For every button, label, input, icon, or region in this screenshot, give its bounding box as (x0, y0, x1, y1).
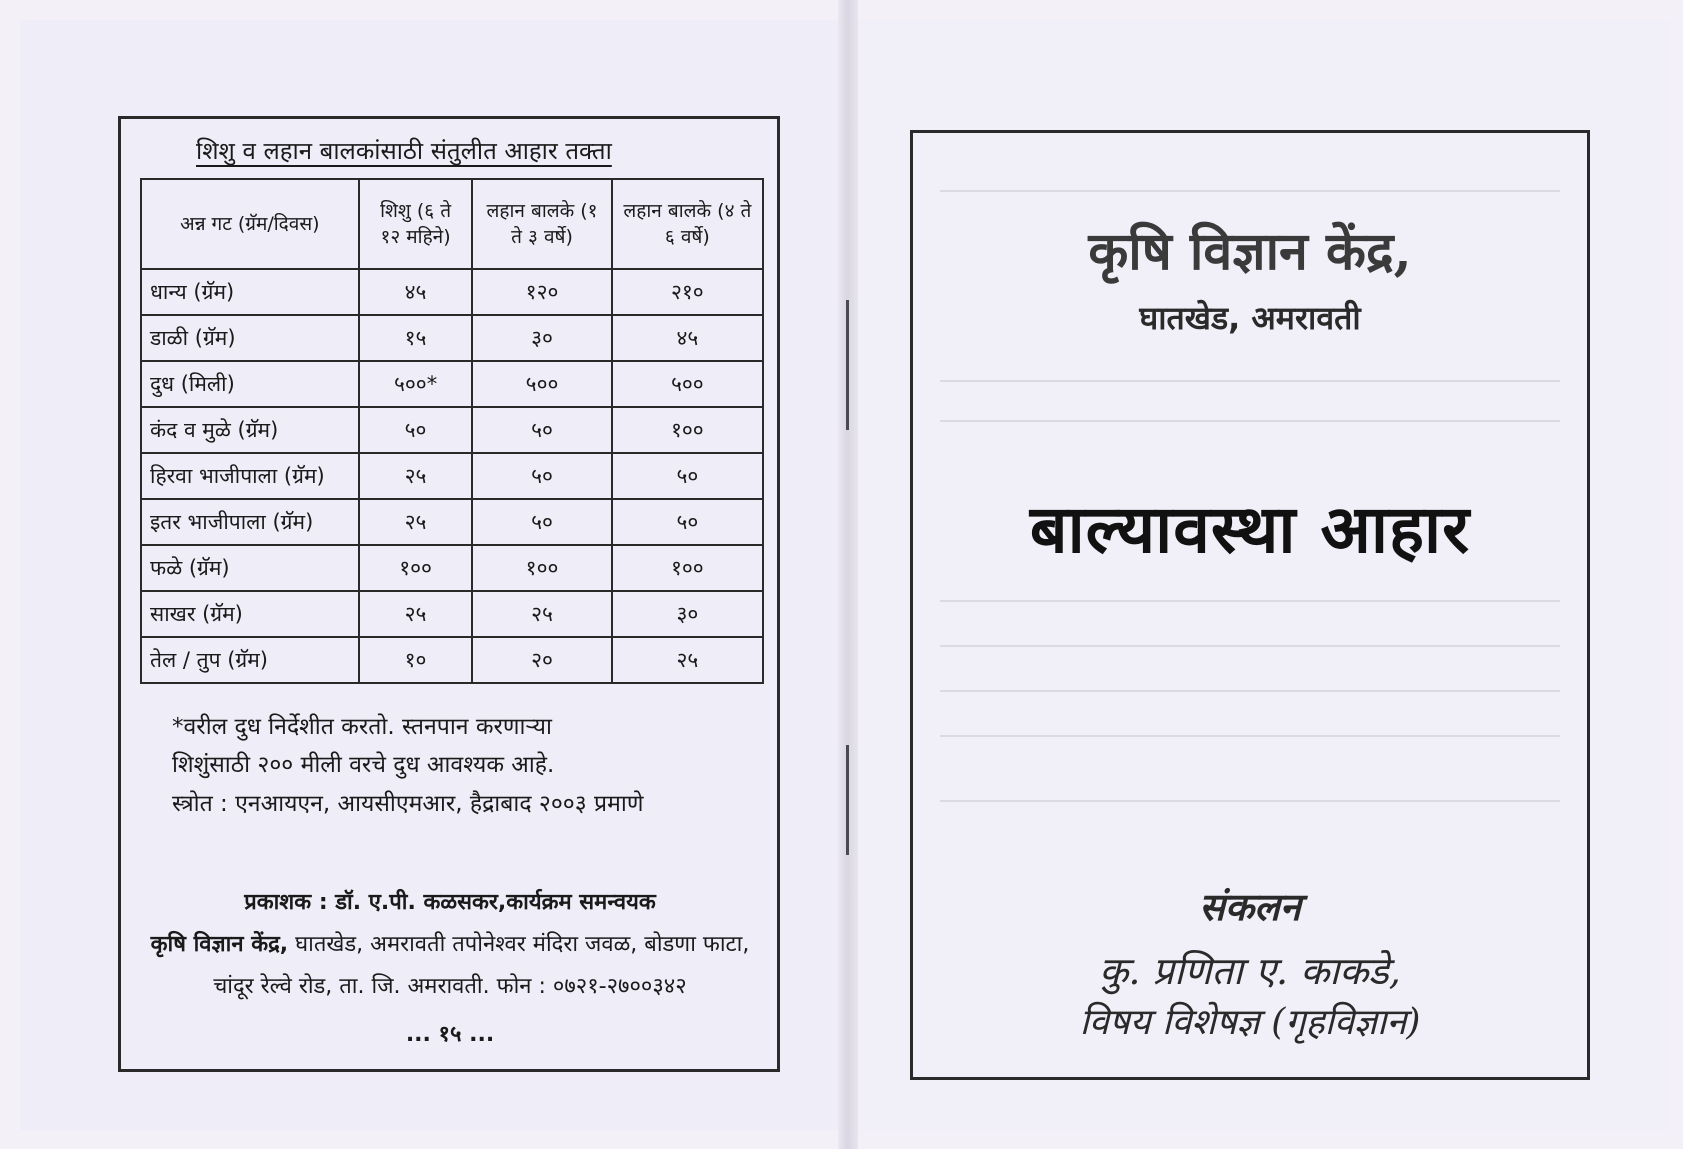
food-cell: डाळी (ग्रॅम) (141, 315, 359, 361)
child-1-3-cell: ५० (472, 453, 611, 499)
child-4-6-cell: २५ (612, 637, 763, 683)
child-1-3-cell: ५० (472, 499, 611, 545)
page-number: ... १५ ... (405, 1022, 495, 1047)
child-1-3-cell: ५० (472, 407, 611, 453)
table-row (141, 545, 763, 591)
footnote-line-1: *वरील दुध निर्देशीत करतो. स्तनपान करणाऱ्या (172, 714, 552, 740)
table-row (141, 453, 763, 499)
food-cell: साखर (ग्रॅम) (141, 591, 359, 637)
food-cell: फळे (ग्रॅम) (141, 545, 359, 591)
column-header-child-1-3: लहान बालके (१ ते ३ वर्षे) (472, 179, 611, 269)
table-row (141, 361, 763, 407)
table-row (141, 269, 763, 315)
source-note: स्त्रोत : एनआयएन, आयसीएमआर, हैद्राबाद २००३ प्रमाणे (172, 791, 644, 817)
author-name: कु. प्रणिता ए. काकडे, (1099, 949, 1401, 993)
infant-cell: ५००* (359, 361, 473, 407)
infant-cell: २५ (359, 453, 473, 499)
staple-top (846, 300, 849, 430)
food-cell: दुध (मिली) (141, 361, 359, 407)
child-4-6-cell: ५० (612, 453, 763, 499)
column-header-infant: शिशु (६ ते १२ महिने) (359, 179, 473, 269)
org-name: कृषि विज्ञान केंद्र, (1088, 221, 1412, 282)
org-place: घातखेड, अमरावती (1139, 299, 1361, 337)
table-row (141, 499, 763, 545)
child-4-6-cell: ५० (612, 499, 763, 545)
child-4-6-cell: ३० (612, 591, 763, 637)
food-cell: तेल / तुप (ग्रॅम) (141, 637, 359, 683)
infant-cell: २५ (359, 591, 473, 637)
table-row (141, 591, 763, 637)
infant-cell: २५ (359, 499, 473, 545)
infant-cell: ४५ (359, 269, 473, 315)
compiled-label: संकलन (1199, 884, 1301, 929)
food-cell: कंद व मुळे (ग्रॅम) (141, 407, 359, 453)
staple-bottom (846, 745, 849, 855)
infant-cell: १५ (359, 315, 473, 361)
author-designation: विषय विशेषज्ञ (गृहविज्ञान) (1079, 1002, 1421, 1043)
table-header-row (141, 179, 763, 269)
column-header-child-4-6: लहान बालके (४ ते ६ वर्षे) (612, 179, 763, 269)
publisher-line-3: चांदूर रेल्वे रोड, ता. जि. अमरावती. फोन : ०७२१-२७००३४२ (213, 974, 687, 999)
book-fold (838, 0, 858, 1149)
infant-cell: ५० (359, 407, 473, 453)
table-row (141, 407, 763, 453)
child-1-3-cell: २५ (472, 591, 611, 637)
table-row (141, 637, 763, 683)
food-cell: हिरवा भाजीपाला (ग्रॅम) (141, 453, 359, 499)
child-1-3-cell: ३० (472, 315, 611, 361)
child-1-3-cell: ५०० (472, 361, 611, 407)
infant-cell: १० (359, 637, 473, 683)
child-1-3-cell: १२० (472, 269, 611, 315)
publisher-block (120, 882, 780, 1008)
publisher-line-1: प्रकाशक : डॉ. ए.पी. कळसकर,कार्यक्रम समन्वयक (244, 890, 656, 915)
child-1-3-cell: २० (472, 637, 611, 683)
column-header-food-group: अन्न गट (ग्रॅम/दिवस) (141, 179, 359, 269)
child-4-6-cell: २१० (612, 269, 763, 315)
food-cell: धान्य (ग्रॅम) (141, 269, 359, 315)
table-title: शिशु व लहान बालकांसाठी संतुलीत आहार तक्ता (196, 137, 612, 165)
cover-title: बाल्यावस्था आहार (1029, 491, 1471, 568)
child-4-6-cell: ५०० (612, 361, 763, 407)
table-row (141, 315, 763, 361)
publisher-org: कृषि विज्ञान केंद्र, (150, 932, 289, 957)
child-4-6-cell: १०० (612, 545, 763, 591)
food-cell: इतर भाजीपाला (ग्रॅम) (141, 499, 359, 545)
footnote (172, 708, 554, 784)
diet-table (140, 178, 764, 684)
publisher-line-2 (120, 924, 780, 966)
publisher-address: घातखेड, अमरावती तपोनेश्वर मंदिरा जवळ, बोडणा फाटा, (288, 932, 750, 957)
infant-cell: १०० (359, 545, 473, 591)
child-4-6-cell: १०० (612, 407, 763, 453)
footnote-line-2: शिशुंसाठी २०० मीली वरचे दुध आवश्यक आहे. (172, 752, 555, 778)
child-1-3-cell: १०० (472, 545, 611, 591)
child-4-6-cell: ४५ (612, 315, 763, 361)
